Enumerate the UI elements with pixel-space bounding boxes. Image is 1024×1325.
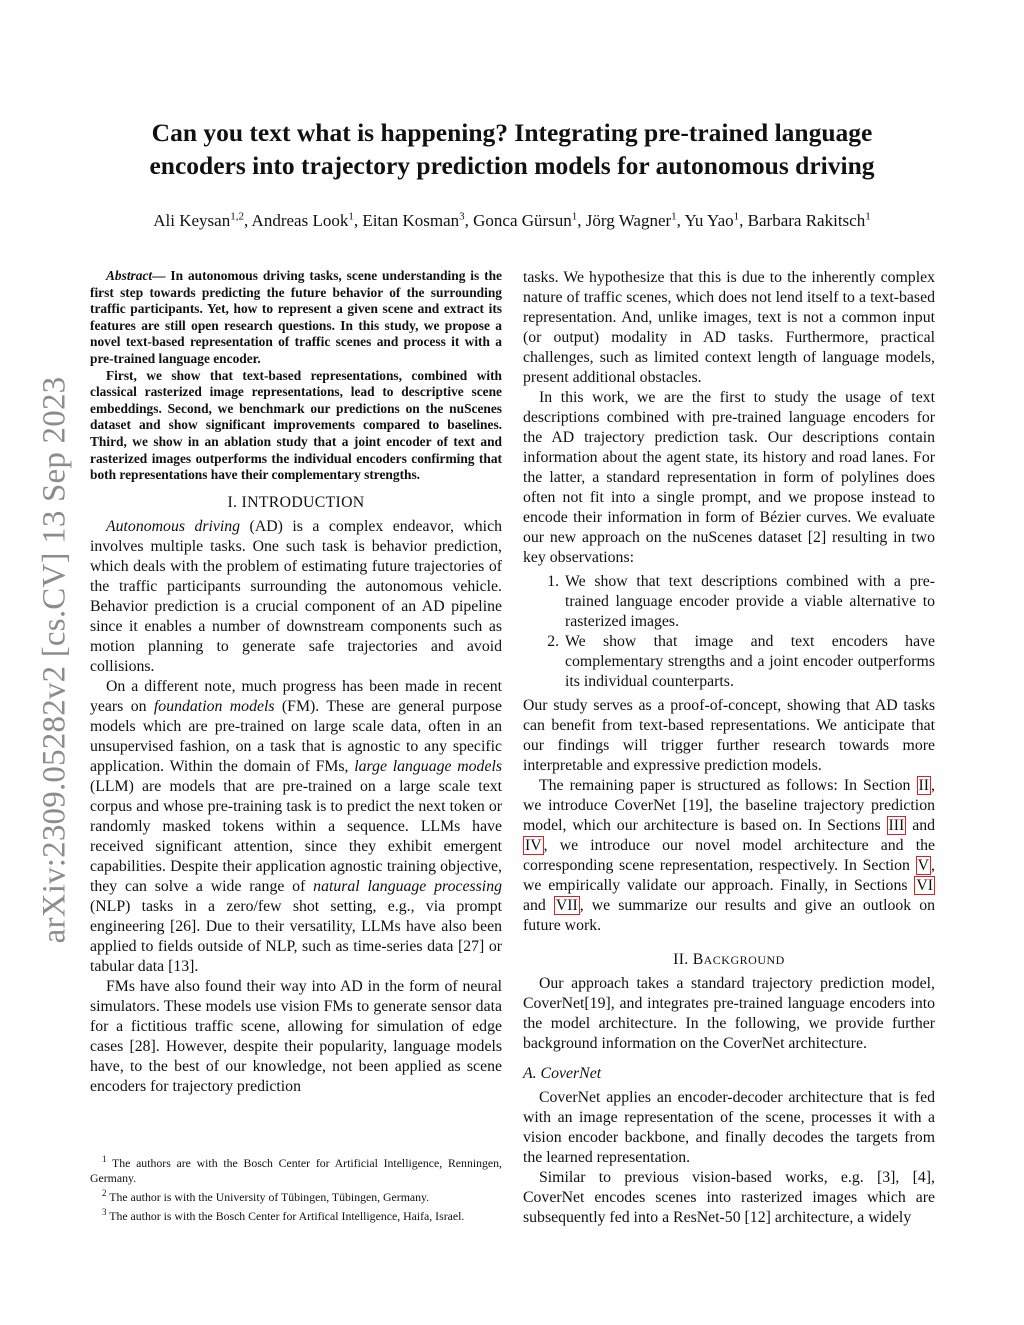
footnote-2: $^2$ The author is with the University of Tübingen, Tübingen, Germany. — [102, 1187, 430, 1204]
footnote-3: $^3$ The author is with the Bosch Center for Artifical Intelligence, Haifa, Israel. — [102, 1206, 465, 1223]
author: Barbara Rakitsch$^1$ — [747, 210, 871, 230]
intro-paragraph-2: On a different note, much progress has been made in recent years on foundation models (FM). These are general purpose models which are pre-trained on large scale data, often in an unsupervised fashion, on a task that is agnostic to any specific application. Within the domain of FMs, large language models (LLM) are models that are pre-trained on a large scale text corpus and whose pre-training task is to predict the next token or randomly masked tokens within a sequence. LLMs have received significant attention, since they exhibit emergent capabilities. Despite their application agnostic training objective, they can solve a wide range of natural language processing (NLP) tasks in a zero/few shot setting, e.g., via prompt engineering [26]. Due to their versatility, LLMs have also been applied to fields outside of NLP, such as time-series data [27] or tabular data [13]. — [90, 677, 502, 975]
right-paragraph-3: Our study serves as a proof-of-concept, showing that AD tasks can benefit from text-based representations. We anticipate that our findings will trigger further research towards more interpretable and expressive prediction models. — [523, 697, 935, 774]
abstract — [90, 268, 502, 484]
author: Eitan Kosman$^3$ — [362, 210, 465, 230]
key-observations-list — [523, 572, 935, 692]
paper-title — [100, 116, 924, 182]
right-column — [523, 268, 935, 1228]
abstract-paragraph-1: Abstract— In autonomous driving tasks, scene understanding is the first step towards predicting the future behavior of the surrounding traffic participants. Yet, how to represent a given scene and extract its features are still open research questions. In this study, we propose a novel text-based representation of traffic scenes and process it with a pre-trained language encoder. — [90, 268, 502, 366]
intro-paragraph-1: Autonomous driving (AD) is a complex endeavor, which involves multiple tasks. One such task is behavior prediction, which deals with the problem of estimating future trajectories of the traffic participants surrounding the autonomous vehicle. Behavior prediction is a crucial component of an AD pipeline since it enables a number of downstream components such as motion planning to generate safe trajectories and avoid collisions. — [90, 517, 502, 675]
left-column — [90, 268, 502, 1097]
right-paragraph-4: The remaining paper is structured as follows: In Section II , we introduce CoverNet [19], the baseline trajectory prediction model, which our architecture is based on. In Sections III and IV , we introduce our novel model architecture and the corresponding scene representation, respectively. In Section V , we empirically validate our approach. Finally, in Sections VI and VII , we summarize our results and give an outlook on future work. — [523, 777, 936, 934]
right-paragraph-2: In this work, we are the first to study the usage of text descriptions combined with pre-trained language encoders for the AD trajectory prediction task. Our descriptions contain information about the agent state, its history and road lanes. For the latter, a standard representation in form of polylines does often not fit into a single prompt, and we propose instead to encode their information in form of Bézier curves. We evaluate our new approach on the nuScenes dataset [2] resulting in two key observations: — [523, 389, 935, 566]
list-item: 2. We show that image and text encoders have complementary strengths and a joint encoder outperforms its individual counterparts. — [563, 632, 935, 692]
author: Jörg Wagner$^1$ — [585, 210, 677, 230]
arxiv-stamp-text: arXiv:2309.05282v2 [cs.CV] 13 Sep 2023 — [36, 376, 73, 944]
intro-paragraph-3: FMs have also found their way into AD in the form of neural simulators. These models use vision FMs to generate sensor data for a fictitious traffic scene, allowing for simulation of edge cases [28]. However, despite their popularity, language models have, to the best of our knowledge, not been applied as scene encoders for trajectory prediction — [90, 977, 502, 1095]
section-link-v[interactable]: V — [917, 857, 930, 874]
list-item: 1. We show that text descriptions combined with a pre-trained language encoder provide a viable alternative to rasterized images. — [563, 572, 935, 632]
abstract-label: Abstract — [106, 268, 153, 283]
author-list: Ali Keysan$^{1,2}$, Andreas Look$^1$, Eitan Kosman$^3$, Gonca Gürsun$^1$, Jörg Wagner$^1$, Yu Yao$^1$, Barbara Rakitsch$^1$ — [153, 210, 871, 230]
title-line-1: Can you text what is happening? Integrating pre-trained language — [151, 118, 873, 147]
section-heading-background: II. BACKGROUND — [673, 951, 785, 968]
section-link-vii[interactable]: VII — [555, 897, 578, 914]
section-link-iv[interactable]: IV — [525, 837, 542, 854]
covernet-paragraph-1: CoverNet applies an encoder-decoder architecture that is fed with an image representation of the scene, processes it with a vision encoder backbone, and finally decodes the targets from the learned representation. — [523, 1089, 935, 1166]
author: Yu Yao$^1$ — [684, 210, 740, 230]
background-paragraph: Our approach takes a standard trajectory prediction model, CoverNet[19], and integrates pre-trained language encoders into the model architecture. In the following, we provide further background information on the CoverNet architecture. — [523, 975, 935, 1052]
section-link-iii[interactable]: III — [888, 817, 905, 834]
subsection-heading-covernet: A. CoverNet — [523, 1065, 602, 1082]
author: Andreas Look$^1$ — [251, 210, 354, 230]
footnote-1: $^1$ The authors are with the Bosch Center for Artificial Intelligence, Renningen, Germany. — [90, 1154, 502, 1185]
section-heading-introduction: I. INTRODUCTION — [227, 493, 365, 511]
section-link-vi[interactable]: VI — [916, 877, 933, 894]
section-link-ii[interactable]: II — [918, 777, 930, 794]
abstract-paragraph-2: First, we show that text-based representations, combined with classical rasterized image representations, lead to descriptive scene embeddings. Second, we benchmark our predictions on the nuScenes dataset and show significant improvements compared to baselines. Third, we show in an ablation study that a joint encoder of text and rasterized images outperforms the individual encoders confirming that both representations have their complementary strengths. — [90, 367, 502, 483]
author: Ali Keysan$^{1,2}$ — [153, 210, 244, 230]
author: Gonca Gürsun$^1$ — [473, 210, 578, 230]
footnotes — [90, 1152, 502, 1224]
covernet-paragraph-2: Similar to previous vision-based works, e.g. [3], [4], CoverNet encodes scenes into rasterized images which are subsequently fed into a ResNet-50 [12] architecture, a widely — [523, 1169, 935, 1226]
right-paragraph-1: tasks. We hypothesize that this is due to the inherently complex nature of traffic scenes, which does not lend itself to a text-based representation. And, unlike images, text is not a common input (or output) modality in AD tasks. Furthermore, practical challenges, such as limited context length of language models, present additional obstacles. — [523, 269, 935, 386]
arxiv-identifier-stamp — [30, 350, 80, 970]
title-line-2: encoders into trajectory prediction models for autonomous driving — [149, 151, 875, 180]
